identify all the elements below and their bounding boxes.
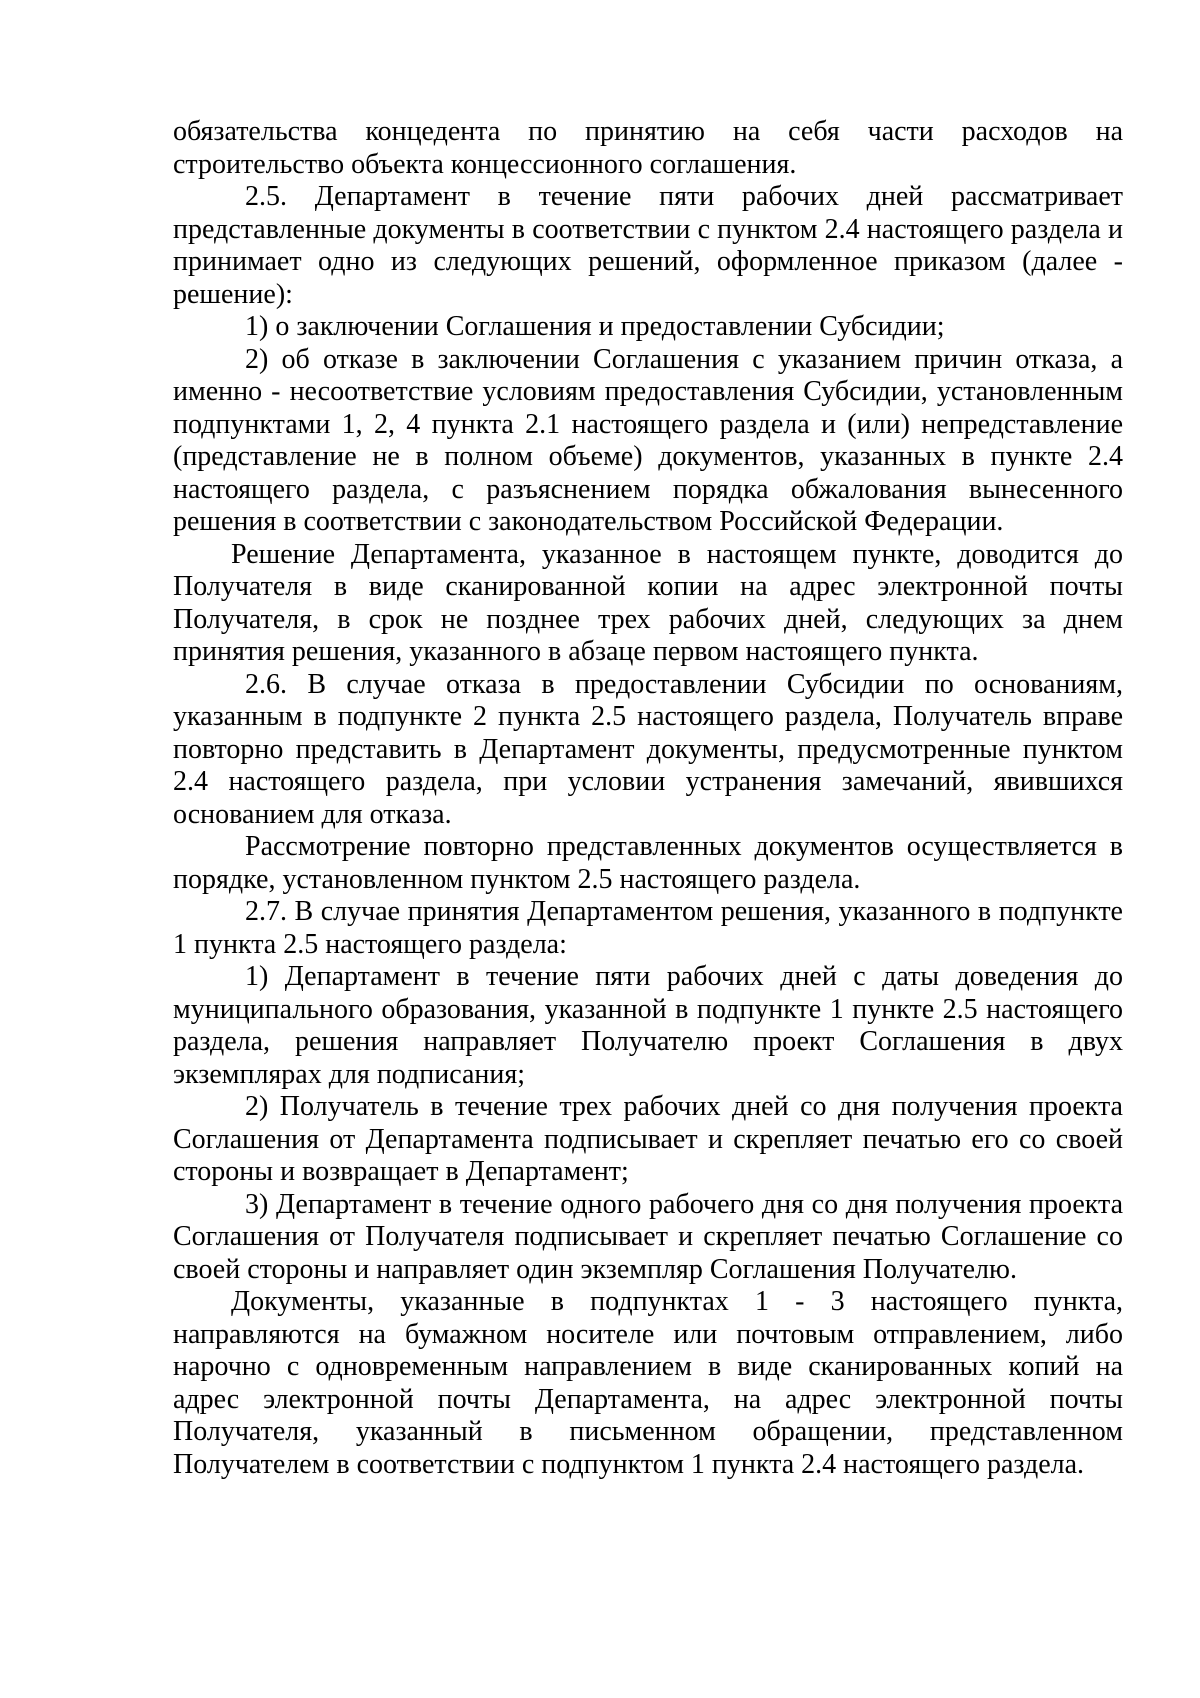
paragraph-4: 2) об отказе в заключении Соглашения с указанием причин отказа, а именно - несоответствие условиям предоставления Субсидии, установленным подпунктами 1, 2, 4 пункта 2.1 настоящего раздела и (или) непредставление (представление не в полном объеме) документов, указанных в пункте 2.4 настоящего раздела, с разъяснением порядка обжалования вынесенного решения в соответствии с законодательством Российской Федерации. (173, 343, 1123, 537)
paragraph-7: Рассмотрение повторно представленных документов осуществляется в порядке, установленном пунктом 2.5 настоящего раздела. (173, 831, 1123, 895)
paragraph-10: 2) Получатель в течение трех рабочих дней со дня получения проекта Соглашения от Департамента подписывает и скрепляет печатью его со своей стороны и возвращает в Департамент; (173, 1091, 1123, 1187)
paragraph-5: Решение Департамента, указанное в настоящем пункте, доводится до Получателя в виде сканированной копии на адрес электронной почты Получателя, в срок не позднее трех рабочих дней, следующих за днем принятия решения, указанного в абзаце первом настоящего пункта. (173, 538, 1123, 667)
paragraph-9: 1) Департамент в течение пяти рабочих дней с даты доведения до муниципального образования, указанной в подпункте 1 пункте 2.5 настоящего раздела, решения направляет Получателю проект Соглашения в двух экземплярах для подписания; (173, 961, 1123, 1090)
paragraph-3: 1) о заключении Соглашения и предоставлении Субсидии; (245, 311, 945, 342)
paragraph-11: 3) Департамент в течение одного рабочего дня со дня получения проекта Соглашения от Получателя подписывает и скрепляет печатью Соглашение со своей стороны и направляет один экземпляр Соглашения Получателю. (173, 1188, 1123, 1285)
paragraph-8: 2.7. В случае принятия Департаментом решения, указанного в подпункте 1 пункта 2.5 настоящего раздела: (173, 896, 1123, 960)
paragraph-1: обязательства концедента по принятию на себя части расходов на строительство объекта концессионного соглашения. (173, 116, 1123, 180)
paragraph-6: 2.6. В случае отказа в предоставлении Субсидии по основаниям, указанным в подпункте 2 пункта 2.5 настоящего раздела, Получатель вправе повторно представить в Департамент документы, предусмотренные пунктом 2.4 настоящего раздела, при условии устранения замечаний, явившихся основанием для отказа. (173, 668, 1123, 830)
paragraph-12: Документы, указанные в подпунктах 1 - 3 настоящего пункта, направляются на бумажном носителе или почтовым отправлением, либо нарочно с одновременным направлением в виде сканированных копий на адрес электронной почты Департамента, на адрес электронной почты Получателя, указанный в письменном обращении, представленном Получателем в соответствии с подпунктом 1 пункта 2.4 настоящего раздела. (173, 1286, 1123, 1480)
document-body (173, 116, 1123, 1481)
paragraph-2: 2.5. Департамент в течение пяти рабочих дней рассматривает представленные документы в соответствии с пунктом 2.4 настоящего раздела и принимает одно из следующих решений, оформленное приказом (далее - решение): (173, 181, 1123, 310)
